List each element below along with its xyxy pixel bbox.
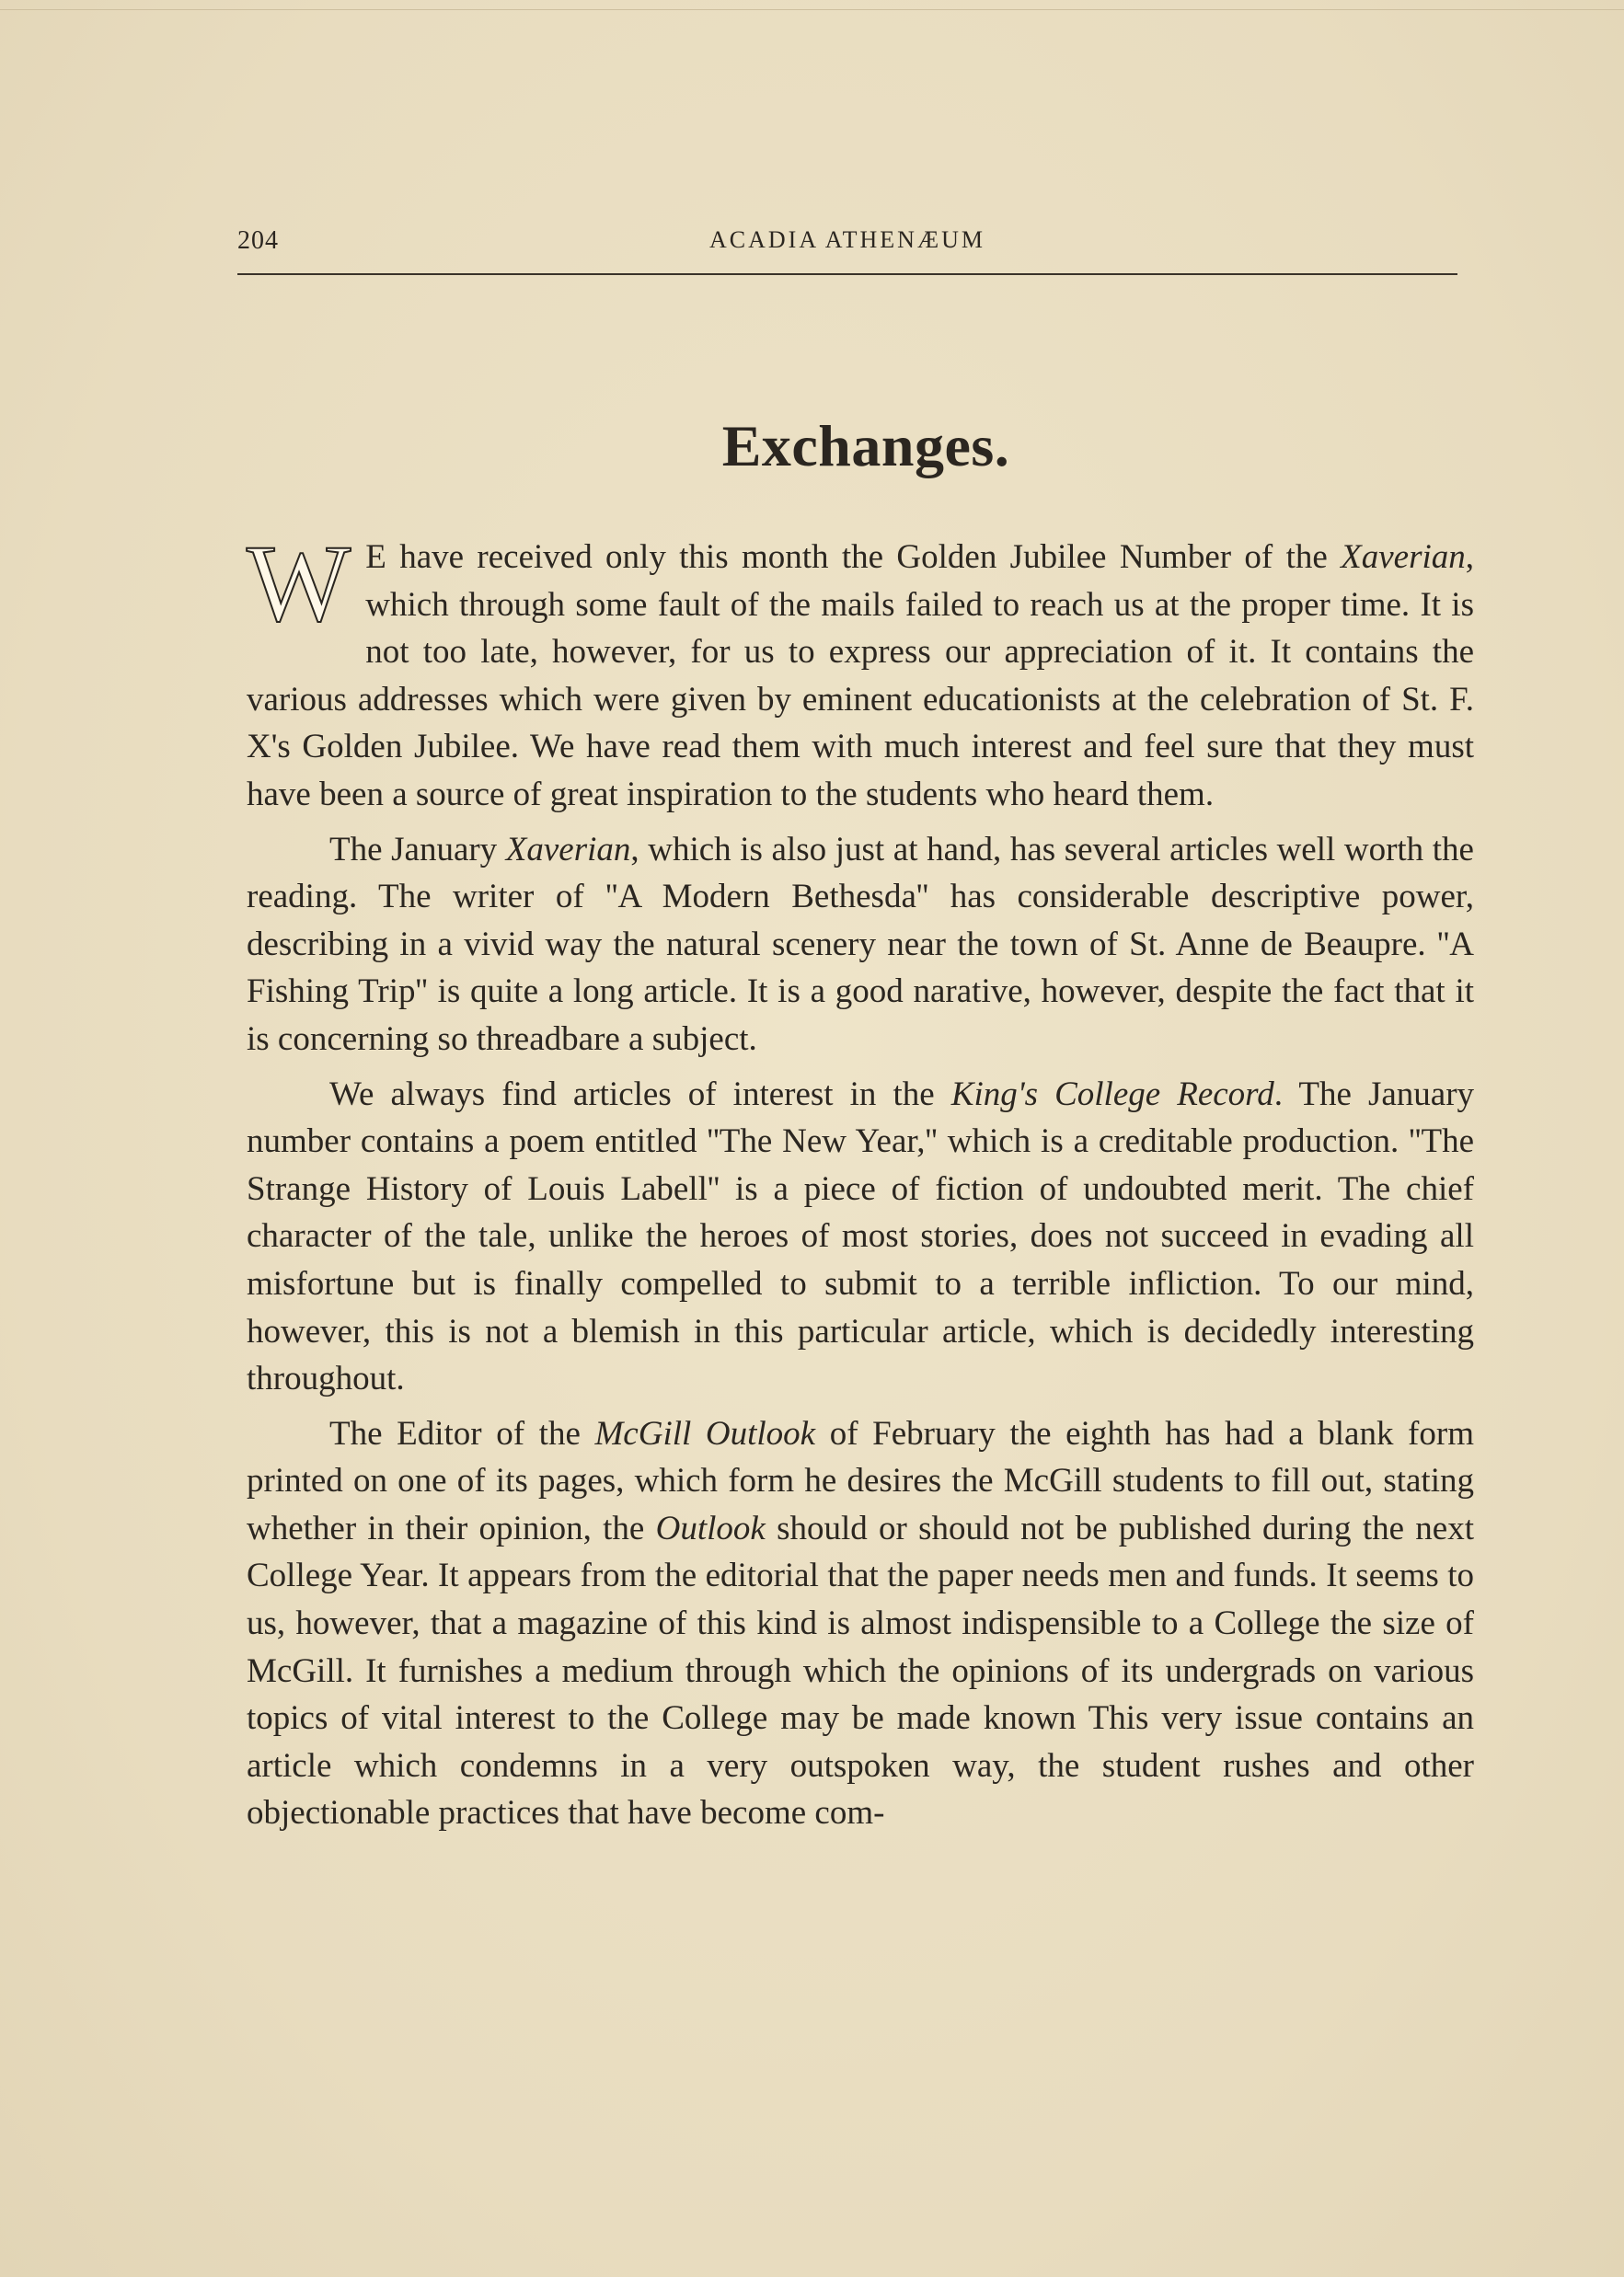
p4-text-a: The Editor of the xyxy=(329,1414,595,1453)
top-edge-line xyxy=(0,9,1624,10)
p2-text-b: , which is also just at hand, has several articles well worth the reading. The writer of ''A Modern Bethesda'' has considerable descriptive power, describing in a vivid way the natural scenery near the town of St. Anne de Beaupre. ''A Fishing Trip'' is quite a long article. It is a good narative, however, despite the fact that it is concerning so threadbare a subject. xyxy=(247,830,1474,1058)
p3-italic-kings-college-record: King's College Record xyxy=(950,1075,1274,1113)
p3-text-b: . The January number contains a poem entitled ''The New Year,'' which is a creditable production. ''The Strange History of Louis Labell'' is a piece of fiction of undoubted merit. The chief character of the tale, unlike the heroes of most stories, does not succeed in evading all misfortune but is finally compelled to submit to a terrible infliction. To our mind, however, this is not a blemish in this particular article, which is decidedly interesting throughout. xyxy=(247,1075,1475,1398)
p4-text-c: should or should not be published during the next College Year. It appears from the editorial that the paper needs men and funds. It seems to us, however, that a magazine of this kind is almost indispensible to a College the size of McGill. It furnishes a medium through which the opinions of its undergrads on various topics of vital interest to the College may be made known This very issue contains an article which condemns in a very outspoken way, the student rushes and other objectionable practices that have become com- xyxy=(247,1509,1474,1833)
p2-text-a: The January xyxy=(329,830,506,868)
paragraph-1 xyxy=(247,522,1474,819)
p4-italic-outlook: Outlook xyxy=(655,1509,766,1547)
paragraph-4 xyxy=(247,1410,1474,1837)
article-body xyxy=(247,522,1475,1845)
journal-title: ACADIA ATHENÆUM xyxy=(709,226,985,253)
header-rule xyxy=(237,273,1457,275)
article-title: Exchanges. xyxy=(721,413,1010,478)
p1-text-b: , which through some fault of the mails failed to reach us at the proper time. It is not too late, however, for us to express our appreciation of it. It contains the various addresses which were given by eminent educationists at the celebration of St. F. X's Golden Jubilee. We have read them with much interest and feel sure that they must have been a source of great inspiration to the students who heard them. xyxy=(247,538,1474,813)
p4-text-b: of February the eighth has had a blank form printed on one of its pages, which form he desires the McGill students to fill out, stating whether in their opinion, the xyxy=(247,1414,1474,1547)
page-number: 204 xyxy=(237,226,279,255)
drop-cap: W xyxy=(247,522,351,644)
paragraph-2 xyxy=(247,826,1474,1064)
running-head xyxy=(237,226,1457,267)
paragraph-3 xyxy=(247,1071,1474,1403)
p1-italic-xaverian: Xaverian xyxy=(1341,538,1466,576)
p1-text-a: E have received only this month the Golden Jubilee Number of the xyxy=(365,538,1342,576)
p2-italic-xaverian: Xaverian xyxy=(505,830,631,868)
p3-text-a: We always find articles of interest in the xyxy=(329,1075,951,1113)
p4-italic-mcgill-outlook: McGill Outlook xyxy=(594,1414,816,1453)
